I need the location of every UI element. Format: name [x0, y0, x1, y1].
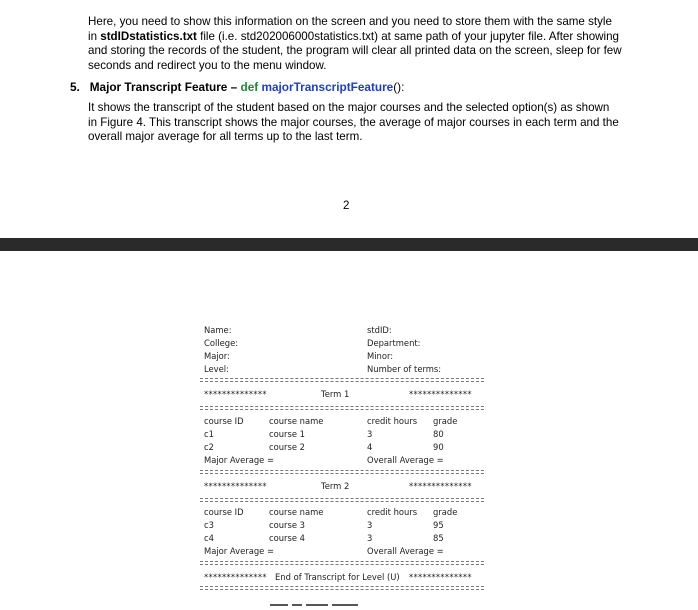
separator — [200, 501, 484, 502]
label-department: Department: — [367, 338, 421, 348]
document-page-top — [0, 0, 698, 238]
intro-paragraph: Here, you need to show this information on the screen and you need to store them with the same style in stdIDstatistics.txt file (i.e. std202006000statistics.txt) at same path of your jupyter file. After showing and storing the records of the student, the program will clear all printed data on the screen, sleep for few seconds and redirect you to the menu window. — [88, 15, 622, 72]
credit-hours-cell: 3 — [367, 520, 373, 530]
intro-line-3: and storing the records of the student, the program will clear all printed data on the screen, sleep for few — [88, 44, 622, 58]
course-name-cell: course 4 — [269, 533, 305, 543]
overall-average-label: Overall Average = — [367, 546, 444, 556]
separator — [200, 589, 484, 590]
figure-caption-cropped — [270, 604, 420, 610]
major-average-label: Major Average = — [204, 546, 274, 556]
major-average-label: Major Average = — [204, 455, 274, 465]
def-keyword: def — [240, 80, 259, 94]
credit-hours-cell: 4 — [367, 442, 373, 452]
stars-left: ************** — [204, 572, 267, 582]
term-1-label: Term 1 — [321, 389, 350, 399]
header-credit-hours: credit hours — [367, 507, 418, 517]
separator — [200, 586, 484, 587]
separator — [200, 409, 484, 410]
grade-cell: 80 — [433, 429, 444, 439]
item-5-heading: 5. Major Transcript Feature – def majorTranscriptFeature(): — [70, 80, 405, 94]
label-major: Major: — [204, 351, 230, 361]
separator — [200, 561, 484, 562]
stars-left: ************** — [204, 481, 267, 491]
course-name-cell: course 3 — [269, 520, 305, 530]
header-course-name: course name — [269, 416, 324, 426]
grade-cell: 85 — [433, 533, 444, 543]
separator — [200, 498, 484, 499]
intro-line-1: Here, you need to show this information on the screen and you need to store them with the same style — [88, 15, 612, 28]
credit-hours-cell: 3 — [367, 429, 373, 439]
course-name-cell: course 2 — [269, 442, 305, 452]
grade-cell: 95 — [433, 520, 444, 530]
stars-right: ************** — [409, 389, 472, 399]
course-id-cell: c2 — [204, 442, 214, 452]
course-id-cell: c3 — [204, 520, 214, 530]
transcript-figure — [200, 318, 486, 610]
label-minor: Minor: — [367, 351, 394, 361]
page-number: 2 — [343, 200, 350, 212]
header-course-id: course ID — [204, 416, 244, 426]
separator — [200, 470, 484, 471]
overall-average-label: Overall Average = — [367, 455, 444, 465]
intro-line-4: seconds and redirect you to the menu window. — [88, 58, 327, 72]
course-name-cell: course 1 — [269, 429, 305, 439]
credit-hours-cell: 3 — [367, 533, 373, 543]
header-credit-hours: credit hours — [367, 416, 418, 426]
separator — [200, 564, 484, 565]
label-name: Name: — [204, 325, 232, 335]
label-college: College: — [204, 338, 239, 348]
item-5-description: It shows the transcript of the student based on the major courses and the selected option(s) as shown in Figure 4. This transcript shows the major courses, the average of major courses in each term and the overall major average for all terms up to the last term. — [88, 101, 619, 144]
header-grade: grade — [433, 416, 458, 426]
stars-right: ************** — [409, 572, 472, 582]
stars-right: ************** — [409, 481, 472, 491]
end-of-transcript-label: End of Transcript for Level (U) — [275, 572, 400, 582]
header-course-name: course name — [269, 507, 324, 517]
course-id-cell: c4 — [204, 533, 214, 543]
course-id-cell: c1 — [204, 429, 214, 439]
header-course-id: course ID — [204, 507, 244, 517]
header-grade: grade — [433, 507, 458, 517]
label-stdid: stdID: — [367, 325, 392, 335]
stats-filename: stdIDstatistics.txt — [100, 29, 197, 43]
separator — [200, 406, 484, 407]
grade-cell: 90 — [433, 442, 444, 452]
label-level: Level: — [204, 364, 229, 374]
separator — [200, 473, 484, 474]
separator — [200, 378, 484, 379]
label-number-of-terms: Number of terms: — [367, 364, 442, 374]
page-divider-bar — [0, 238, 698, 251]
separator — [200, 381, 484, 382]
term-2-label: Term 2 — [321, 481, 350, 491]
stars-left: ************** — [204, 389, 267, 399]
function-name: majorTranscriptFeature — [261, 80, 394, 94]
